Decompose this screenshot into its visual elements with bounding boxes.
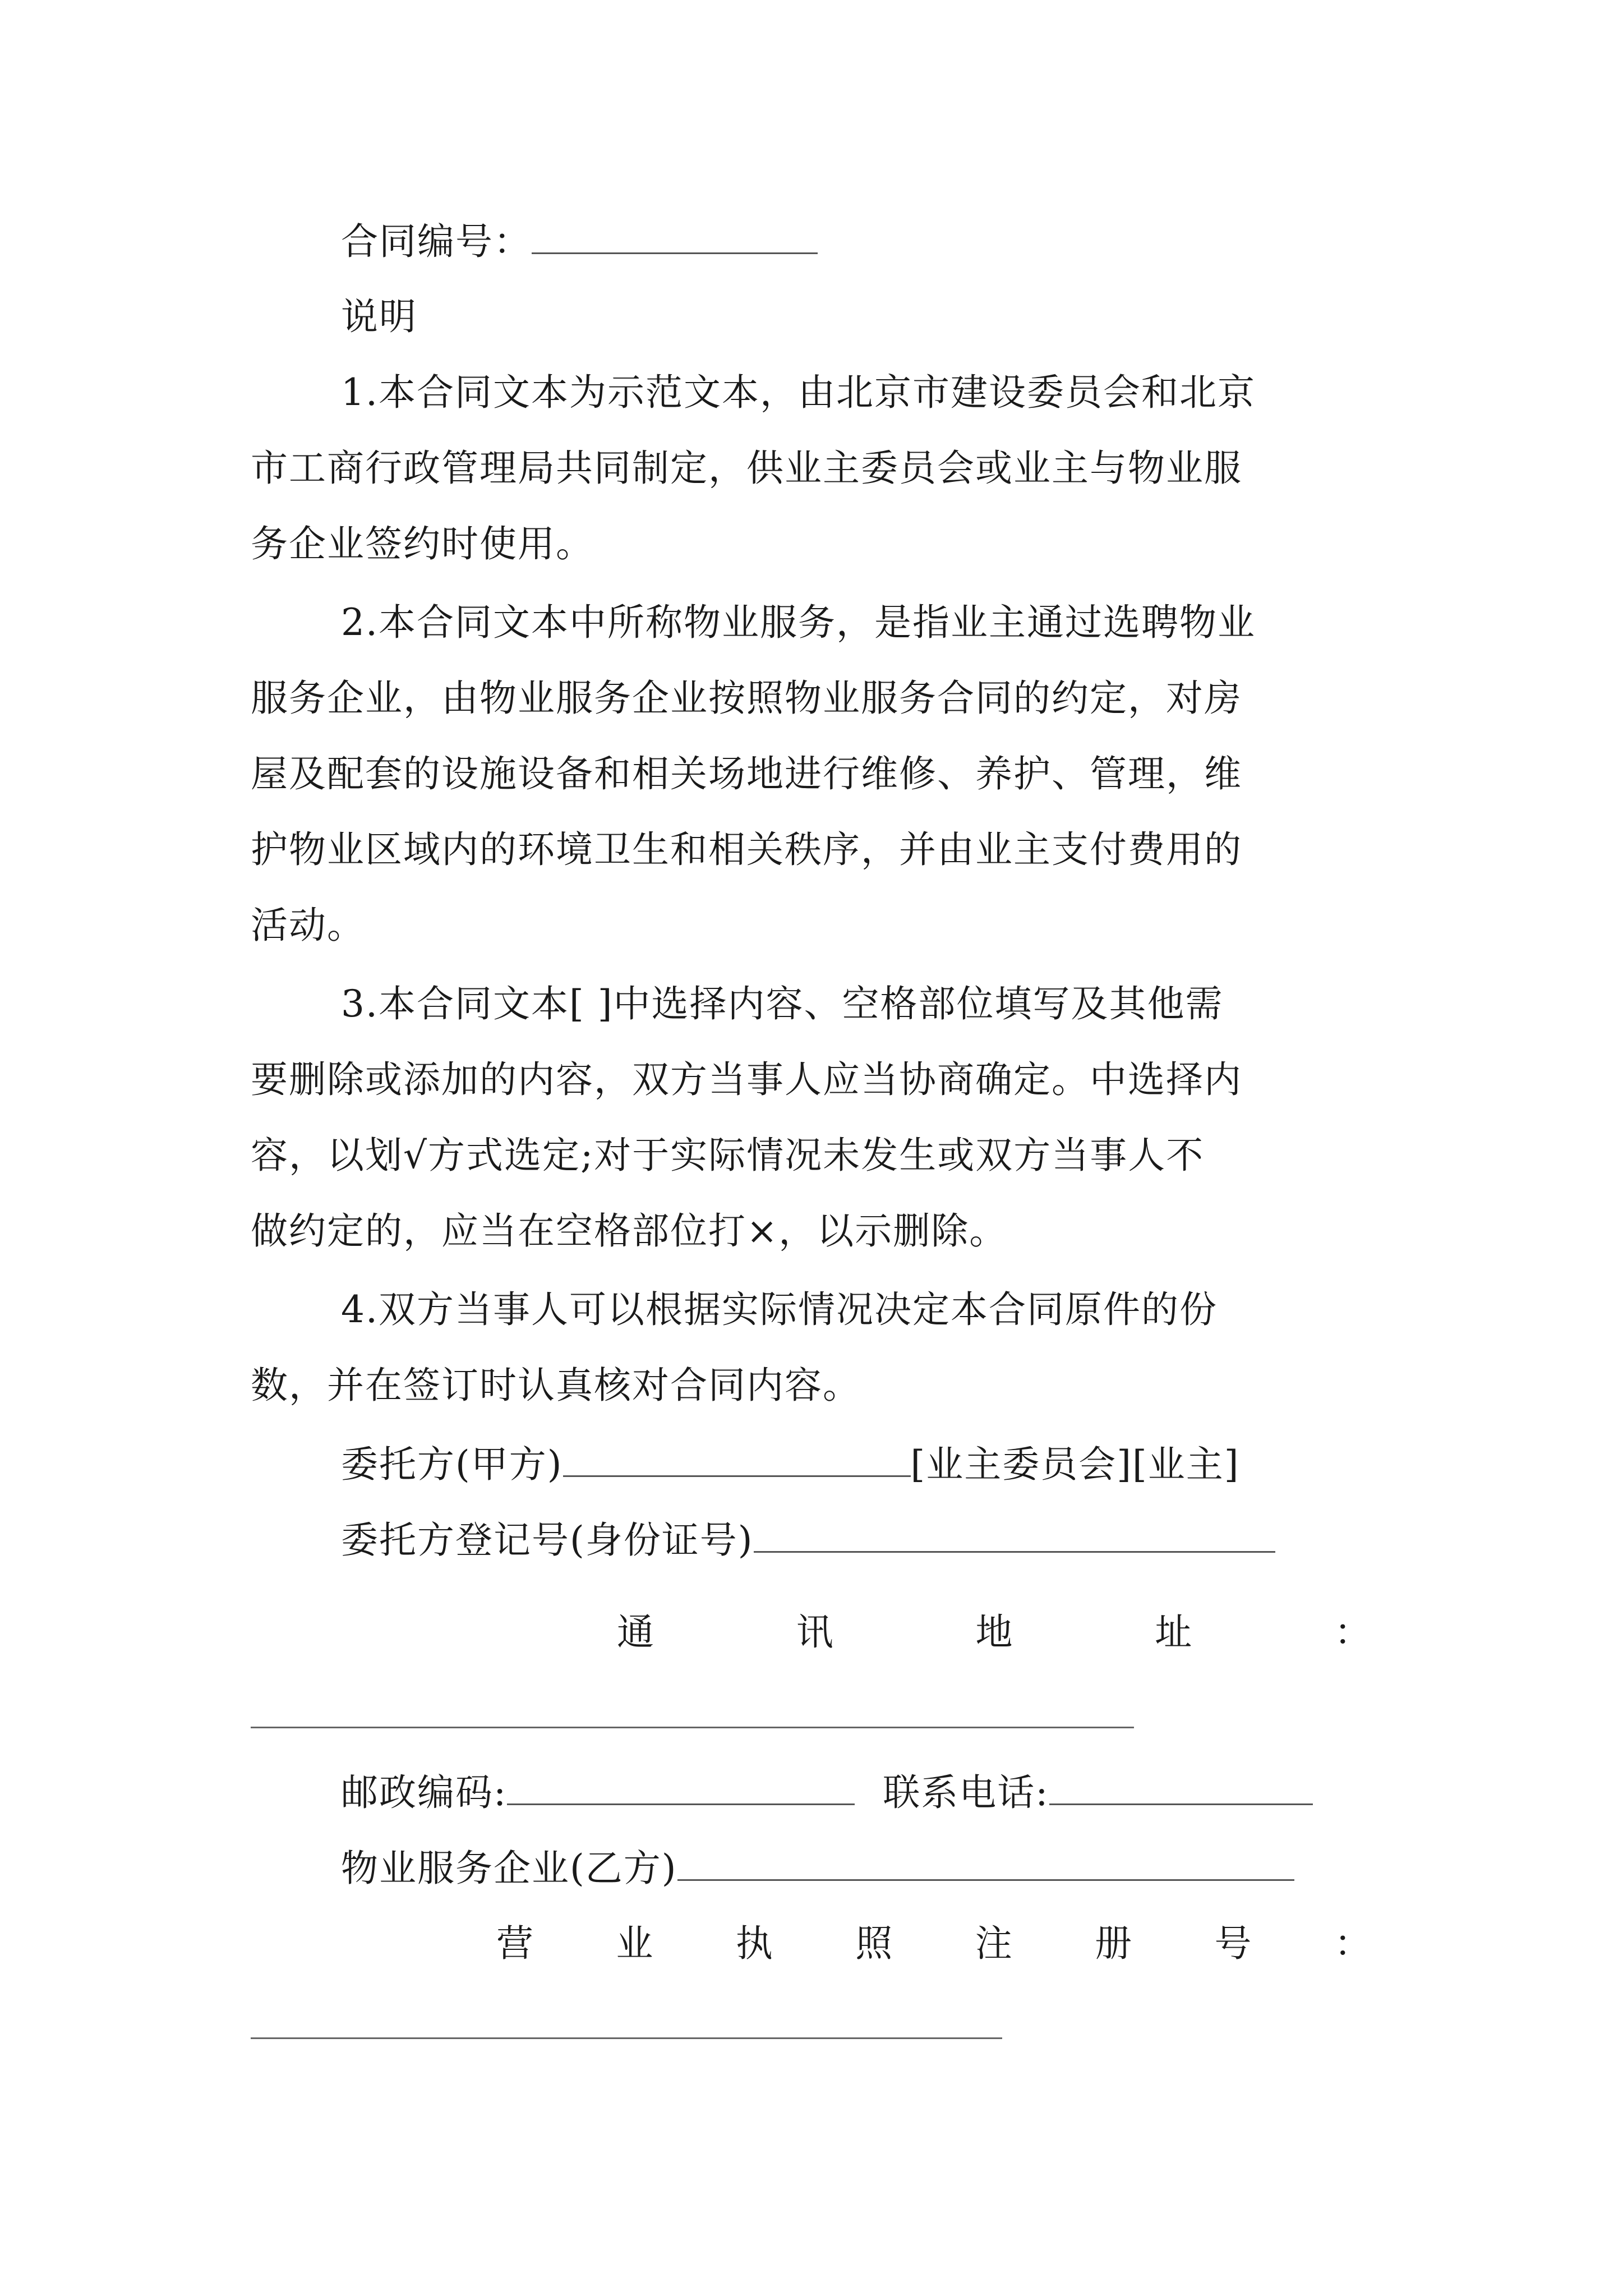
license-number-label xyxy=(496,1921,1371,1966)
contract-number-label: 合同编号： xyxy=(341,220,532,263)
address-blank[interactable] xyxy=(251,1727,1134,1728)
contract-number-blank[interactable] xyxy=(532,219,818,254)
phone-label: 联系电话: xyxy=(883,1771,1049,1814)
license-char-2: 业 xyxy=(616,1922,653,1965)
address-char-2: 讯 xyxy=(796,1611,833,1654)
postcode-phone-row xyxy=(341,1770,1485,1815)
party-a-row xyxy=(341,1442,1485,1487)
license-char-7: 号 xyxy=(1214,1922,1252,1965)
contract-number-row xyxy=(341,219,1485,264)
paragraph-4-line-2: 数，并在签订时认真核对合同内容。 xyxy=(251,1364,861,1407)
license-char-6: 册 xyxy=(1095,1922,1132,1965)
address-char-3: 地 xyxy=(975,1611,1013,1654)
license-char-1: 营 xyxy=(496,1922,533,1965)
paragraph-4-line-1: 4.双方当事人可以根据实际情况决定本合同原件的份 xyxy=(341,1288,1218,1331)
party-a-blank[interactable] xyxy=(563,1442,911,1477)
paragraph-2-line-5: 活动。 xyxy=(251,904,365,947)
license-char-4: 照 xyxy=(855,1922,893,1965)
paragraph-1-line-3: 务企业签约时使用。 xyxy=(251,522,594,565)
party-b-blank[interactable] xyxy=(677,1846,1294,1881)
address-char-1: 通 xyxy=(617,1611,654,1654)
address-char-4: 址 xyxy=(1155,1611,1192,1654)
paragraph-2-line-3: 屋及配套的设施设备和相关场地进行维修、养护、管理，维 xyxy=(251,752,1242,795)
address-char-5: ： xyxy=(1334,1611,1371,1654)
address-label xyxy=(617,1610,1371,1655)
paragraph-3-line-2: 要删除或添加的内容，双方当事人应当协商确定。中选择内 xyxy=(251,1058,1242,1101)
party-a-label: 委托方(甲方) xyxy=(341,1443,563,1486)
paragraph-2-line-1: 2.本合同文本中所称物业服务，是指业主通过选聘物业 xyxy=(341,601,1256,644)
party-a-options: [业主委员会][业主] xyxy=(910,1443,1240,1486)
paragraph-3-line-3: 容，以划√方式选定;对于实际情况未发生或双方当事人不 xyxy=(251,1134,1205,1177)
paragraph-2-line-2: 服务企业，由物业服务企业按照物业服务合同的约定，对房 xyxy=(251,677,1242,720)
postcode-label: 邮政编码: xyxy=(341,1771,508,1814)
paragraph-2-line-4: 护物业区域内的环境卫生和相关秩序，并由业主支付费用的 xyxy=(251,828,1242,871)
heading-explanation: 说明 xyxy=(341,295,417,338)
license-number-blank[interactable] xyxy=(251,2037,1002,2039)
party-b-label: 物业服务企业(乙方) xyxy=(341,1847,677,1890)
party-a-registration-label: 委托方登记号(身份证号) xyxy=(341,1519,754,1562)
paragraph-1-line-2: 市工商行政管理局共同制定，供业主委员会或业主与物业服 xyxy=(251,447,1242,490)
party-a-registration-blank[interactable] xyxy=(754,1517,1275,1553)
paragraph-3-line-1: 3.本合同文本[ ]中选择内容、空格部位填写及其他需 xyxy=(341,982,1224,1025)
license-char-3: 执 xyxy=(735,1922,773,1965)
license-char-8: ： xyxy=(1334,1922,1371,1965)
party-b-row xyxy=(341,1846,1485,1891)
license-char-5: 注 xyxy=(975,1922,1012,1965)
paragraph-1-line-1: 1.本合同文本为示范文本，由北京市建设委员会和北京 xyxy=(341,371,1256,414)
postcode-blank[interactable] xyxy=(507,1770,855,1805)
paragraph-3-line-4: 做约定的，应当在空格部位打×，以示删除。 xyxy=(251,1209,1008,1253)
party-a-registration-row xyxy=(341,1517,1485,1563)
phone-blank[interactable] xyxy=(1049,1770,1313,1805)
